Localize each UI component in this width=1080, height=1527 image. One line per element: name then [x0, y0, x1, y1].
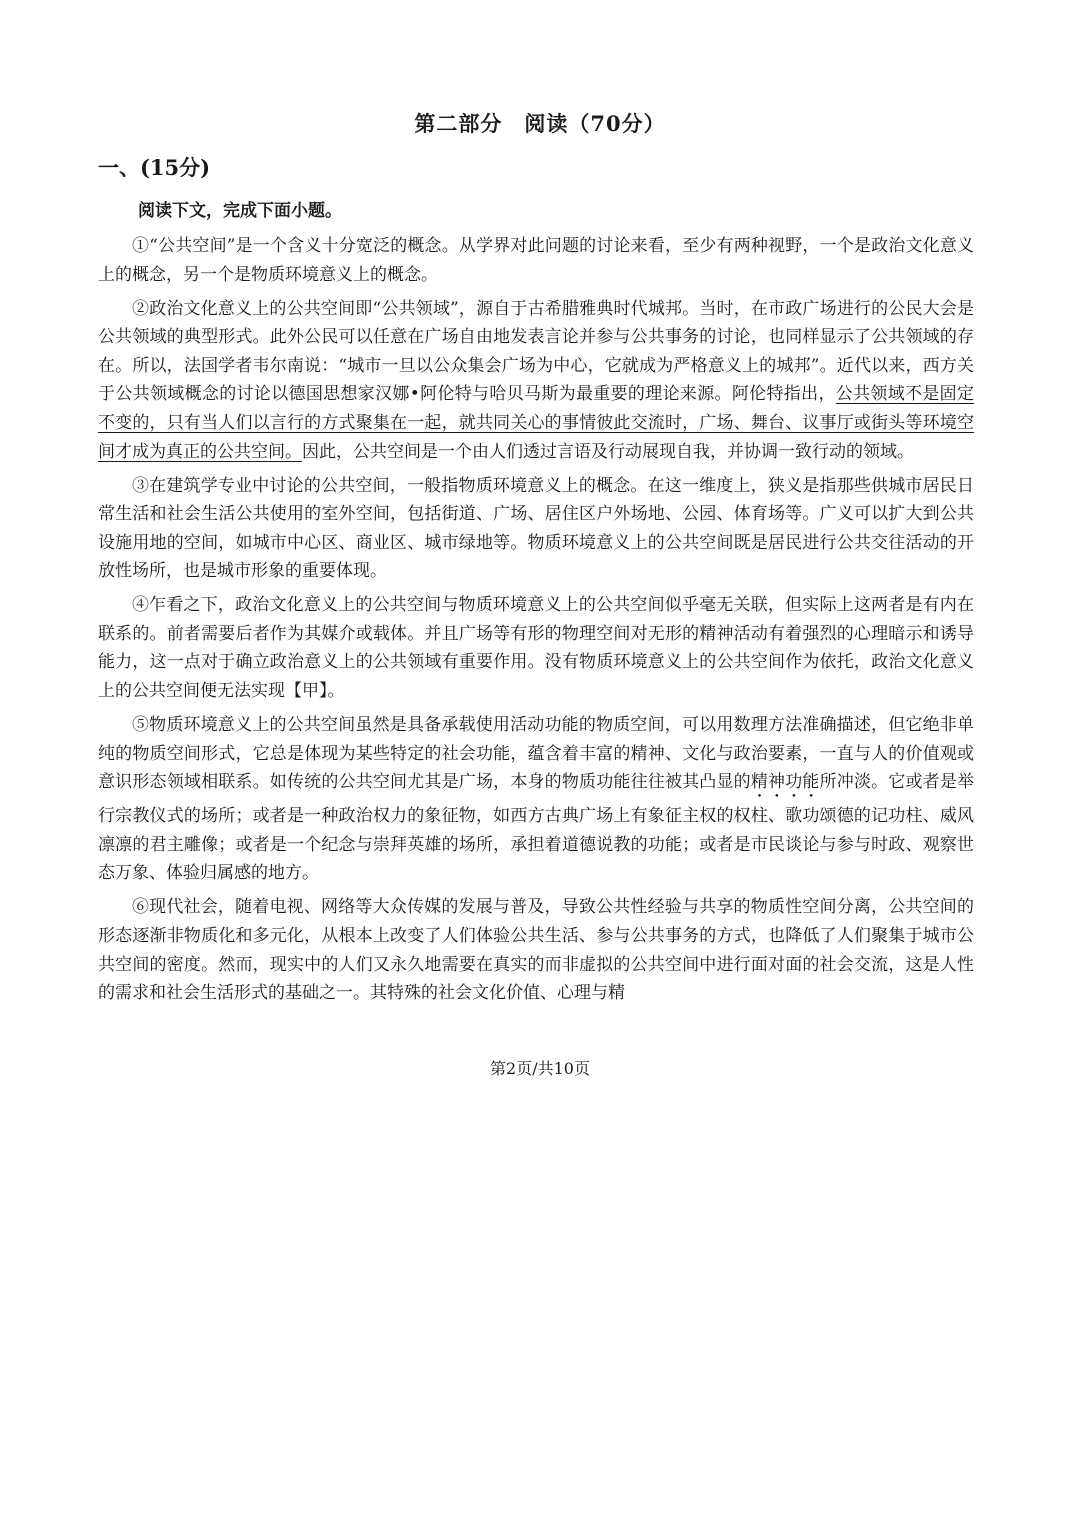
paragraph-4: ④乍看之下，政治文化意义上的公共空间与物质环境意义上的公共空间似乎毫无关联，但实际上这两者是有内在联系的。前者需要后者作为其媒介或载体。并且广场等有形的物理空间对无形的精神活动有着强烈的心理暗示和诱导能力，这一点对于确立政治意义上的公共领域有重要作用。没有物质环境意义上的公共空间作为依托，政治文化意义上的公共空间便无法实现【甲】。 — [98, 595, 974, 702]
section-heading: 一、(15分) — [98, 155, 211, 180]
reading-instruction: 阅读下文，完成下面小题。 — [138, 201, 342, 221]
part-title: 第二部分 阅读（70分） — [414, 111, 666, 136]
paragraph-5 — [98, 711, 974, 888]
paragraph-2 — [98, 295, 974, 467]
passage-body — [98, 232, 974, 1013]
paragraph-3: ③在建筑学专业中讨论的公共空间，一般指物质环境意义上的概念。在这一维度上，狭义是指那些供城市居民日常生活和社会生活公共使用的室外空间，包括街道、广场、居住区户外场地、公园、体育场等。广义可以扩大到公共设施用地的空间，如城市中心区、商业区、城市绿地等。物质环境意义上的公共空间既是居民进行公共交往活动的开放性场所，也是城市形象的重要体现。 — [98, 475, 974, 582]
paragraph-2-text-before: ②政治文化意义上的公共空间即“公共领域”，源自于古希腊雅典时代城邦。当时，在市政广场进行的公民大会是公共领域的典型形式。此外公民可以任意在广场自由地发表言论并参与公共事务的讨论，也同样显示了公共领域的存在。所以，法国学者韦尔南说：“城市一旦以公众集会广场为中心，它就成为严格意义上的城邦”。近代以来，西方关于公共领域概念的讨论以德国思想家汉娜•阿伦特与哈贝马斯为最重要的理论来源。阿伦特指出， — [98, 298, 974, 405]
paragraph-1: ①“公共空间”是一个含义十分宽泛的概念。从学界对此问题的讨论来看，至少有两种视野，一个是政治文化意义上的概念，另一个是物质环境意义上的概念。 — [98, 236, 974, 285]
paragraph-2-text-after: 因此，公共空间是一个由人们透过言语及行动展现自我，并协调一致行动的领域。 — [302, 441, 914, 462]
page-number: 第2页/共10页 — [490, 1059, 590, 1078]
emphasized-phrase: 精神功能 — [750, 772, 820, 793]
paragraph-5-text-before: ⑤物质环境意义上的公共空间虽然是具备承载使用活动功能的物质空间，可以用数理方法准确描述，但它绝非单纯的物质空间形式，它总是体现为某些特定的社会功能，蕴含着丰富的精神、文化与政治要素，一直与人的价值观或意识形态领域相联系。如传统的公共空间尤其是广场，本身的物质功能往往被其凸显的 — [98, 715, 974, 793]
paragraph-6: ⑥现代社会，随着电视、网络等大众传媒的发展与普及，导致公共性经验与共享的物质性空间分离，公共空间的形态逐渐非物质化和多元化，从根本上改变了人们体验公共生活、参与公共事务的方式，也降低了人们聚集于城市公共空间的密度。然而，现实中的人们又永久地需要在真实的而非虚拟的公共空间中进行面对面的社会交流，这是人性的需求和社会生活形式的基础之一。其特殊的社会文化价值、心理与精 — [98, 897, 974, 1004]
paragraph-5-text-after: 所冲淡。它或者是举行宗教仪式的场所；或者是一种政治权力的象征物，如西方古典广场上有象征主权的权柱、歌功颂德的记功柱、威风凛凛的君主雕像；或者是一个纪念与崇拜英雄的场所，承担着道德说教的功能；或者是市民谈论与参与时政、观察世态万象、体验归属感的地方。 — [98, 772, 975, 884]
underlined-sentence: 公共领域不是固定不变的，只有当人们以言行的方式聚集在一起，就共同关心的事情彼此交流时，广场、舞台、议事厅或街头等环境空间才成为真正的公共空间。 — [98, 384, 975, 462]
